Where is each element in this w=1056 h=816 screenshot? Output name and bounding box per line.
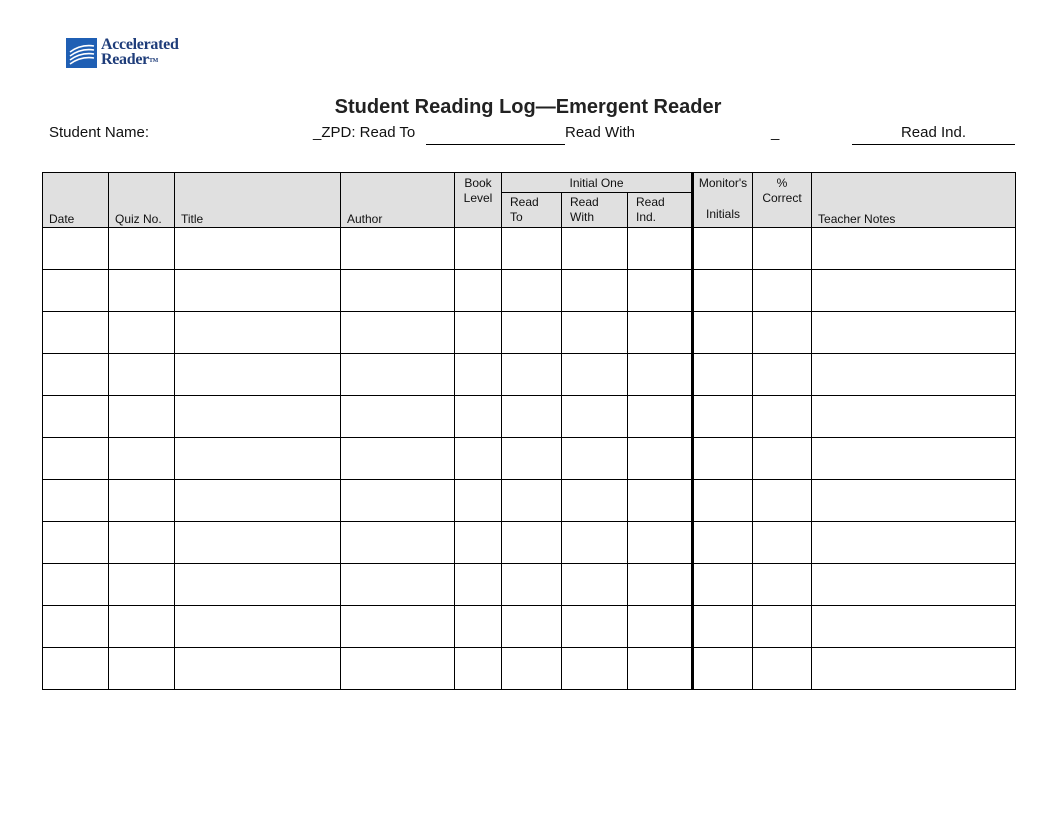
cell-monitors-initials[interactable] [693,312,753,354]
cell-title[interactable] [175,396,341,438]
cell-read-ind[interactable] [628,312,693,354]
cell-monitors-initials[interactable] [693,522,753,564]
cell-date[interactable] [43,606,109,648]
cell-read-with[interactable] [562,270,628,312]
header-correct-line-1: % [776,176,788,190]
cell-read-with[interactable] [562,312,628,354]
table-row [43,312,1016,354]
header-title: Title [175,173,341,228]
cell-date[interactable] [43,312,109,354]
cell-teacher-notes[interactable] [812,648,1016,690]
cell-monitors-initials[interactable] [693,438,753,480]
cell-percent-correct[interactable] [753,396,812,438]
logo-line-2-text: Reader [101,51,149,68]
cell-monitors-initials[interactable] [693,396,753,438]
read-ind-label: Read Ind. [900,124,967,141]
cell-read-to[interactable] [502,564,562,606]
cell-percent-correct[interactable] [753,438,812,480]
cell-title[interactable] [175,270,341,312]
cell-teacher-notes[interactable] [812,522,1016,564]
cell-title[interactable] [175,228,341,270]
header-date: Date [43,173,109,228]
cell-book-level[interactable] [455,396,502,438]
cell-teacher-notes[interactable] [812,606,1016,648]
cell-quiz-no[interactable] [109,270,175,312]
header-monitors-line-1: Monitor's [698,176,748,190]
cell-read-to[interactable] [502,606,562,648]
cell-author[interactable] [341,480,455,522]
cell-date[interactable] [43,564,109,606]
cell-title[interactable] [175,564,341,606]
cell-quiz-no[interactable] [109,438,175,480]
cell-read-ind[interactable] [628,522,693,564]
cell-read-to[interactable] [502,270,562,312]
cell-date[interactable] [43,648,109,690]
cell-percent-correct[interactable] [753,564,812,606]
cell-percent-correct[interactable] [753,480,812,522]
cell-author[interactable] [341,648,455,690]
logo-line-1: Accelerated [101,36,179,53]
cell-read-ind[interactable] [628,354,693,396]
cell-author[interactable] [341,606,455,648]
cell-book-level[interactable] [455,648,502,690]
cell-teacher-notes[interactable] [812,312,1016,354]
table-row [43,228,1016,270]
cell-quiz-no[interactable] [109,228,175,270]
header-read-ind-line-1: Read [636,195,665,209]
header-monitors-line-2: Initials [706,207,741,221]
zpd-read-to-label: _ZPD: Read To [313,124,416,141]
cell-read-with[interactable] [562,438,628,480]
cell-book-level[interactable] [455,522,502,564]
cell-book-level[interactable] [455,312,502,354]
table-row [43,522,1016,564]
cell-date[interactable] [43,228,109,270]
header-book-level-line-1: Book [464,176,492,190]
cell-book-level[interactable] [455,564,502,606]
cell-read-ind[interactable] [628,270,693,312]
cell-read-with[interactable] [562,354,628,396]
read-to-underline[interactable] [426,144,565,145]
cell-date[interactable] [43,522,109,564]
header-read-with [562,193,628,228]
accelerated-reader-logo [66,37,196,69]
cell-quiz-no[interactable] [109,312,175,354]
cell-quiz-no[interactable] [109,648,175,690]
table-row [43,564,1016,606]
cell-teacher-notes[interactable] [812,480,1016,522]
header-read-ind-line-2: Ind. [636,210,657,224]
cell-author[interactable] [341,312,455,354]
header-read-to-line-2: To [510,210,523,224]
header-initial-one: Initial One [502,173,693,193]
cell-monitors-initials[interactable] [693,228,753,270]
table-row [43,270,1016,312]
cell-date[interactable] [43,438,109,480]
header-read-ind [628,193,693,228]
cell-date[interactable] [43,396,109,438]
cell-read-to[interactable] [502,522,562,564]
cell-book-level[interactable] [455,480,502,522]
table-row [43,438,1016,480]
cell-quiz-no[interactable] [109,564,175,606]
cell-title[interactable] [175,312,341,354]
cell-teacher-notes[interactable] [812,354,1016,396]
read-ind-underline[interactable] [852,144,1015,145]
cell-teacher-notes[interactable] [812,564,1016,606]
cell-read-to[interactable] [502,228,562,270]
cell-teacher-notes[interactable] [812,438,1016,480]
cell-read-to[interactable] [502,396,562,438]
cell-read-with[interactable] [562,648,628,690]
cell-monitors-initials[interactable] [693,480,753,522]
cell-read-ind[interactable] [628,606,693,648]
header-book-level [455,173,502,228]
cell-book-level[interactable] [455,228,502,270]
header-read-with-line-2: With [570,210,594,224]
cell-quiz-no[interactable] [109,396,175,438]
cell-date[interactable] [43,480,109,522]
cell-title[interactable] [175,480,341,522]
header-teacher-notes: Teacher Notes [812,173,1016,228]
cell-read-ind[interactable] [628,396,693,438]
cell-book-level[interactable] [455,606,502,648]
cell-author[interactable] [341,228,455,270]
cell-percent-correct[interactable] [753,522,812,564]
cell-book-level[interactable] [455,438,502,480]
table-row [43,396,1016,438]
cell-teacher-notes[interactable] [812,228,1016,270]
cell-book-level[interactable] [455,270,502,312]
cell-quiz-no[interactable] [109,480,175,522]
cell-read-ind[interactable] [628,648,693,690]
header-read-with-line-1: Read [570,195,599,209]
cell-teacher-notes[interactable] [812,270,1016,312]
cell-author[interactable] [341,354,455,396]
cell-read-to[interactable] [502,354,562,396]
cell-monitors-initials[interactable] [693,354,753,396]
cell-read-with[interactable] [562,564,628,606]
cell-read-with[interactable] [562,606,628,648]
cell-book-level[interactable] [455,354,502,396]
reading-log-body [43,228,1016,690]
cell-title[interactable] [175,438,341,480]
cell-percent-correct[interactable] [753,354,812,396]
cell-author[interactable] [341,270,455,312]
cell-read-ind[interactable] [628,438,693,480]
logo-wordmark [101,37,179,67]
cell-quiz-no[interactable] [109,522,175,564]
cell-author[interactable] [341,438,455,480]
cell-author[interactable] [341,396,455,438]
header-quiz-no: Quiz No. [109,173,175,228]
cell-read-with[interactable] [562,228,628,270]
cell-date[interactable] [43,270,109,312]
cell-title[interactable] [175,522,341,564]
book-logo-icon [66,38,97,68]
logo-line-2 [101,52,179,67]
logo-trademark: TM [148,58,159,64]
cell-title[interactable] [175,606,341,648]
header-author: Author [341,173,455,228]
cell-read-ind[interactable] [628,564,693,606]
table-row [43,606,1016,648]
student-info-fields [0,124,1056,146]
cell-read-to[interactable] [502,312,562,354]
cell-read-to[interactable] [502,480,562,522]
cell-read-with[interactable] [562,396,628,438]
cell-author[interactable] [341,522,455,564]
cell-monitors-initials[interactable] [693,606,753,648]
cell-percent-correct[interactable] [753,270,812,312]
cell-percent-correct[interactable] [753,606,812,648]
cell-read-to[interactable] [502,648,562,690]
table-row [43,480,1016,522]
header-read-to [502,193,562,228]
header-correct-line-2: Correct [762,191,802,205]
cell-read-to[interactable] [502,438,562,480]
cell-read-ind[interactable] [628,228,693,270]
cell-quiz-no[interactable] [109,354,175,396]
cell-quiz-no[interactable] [109,606,175,648]
reading-log-table [42,172,1016,690]
header-percent-correct [753,173,812,228]
cell-teacher-notes[interactable] [812,396,1016,438]
cell-date[interactable] [43,354,109,396]
dash-mark: _ [771,124,780,141]
table-row [43,354,1016,396]
table-row [43,648,1016,690]
cell-percent-correct[interactable] [753,312,812,354]
cell-percent-correct[interactable] [753,648,812,690]
cell-read-ind[interactable] [628,480,693,522]
page-title: Student Reading Log—Emergent Reader [334,96,722,118]
cell-percent-correct[interactable] [753,228,812,270]
cell-author[interactable] [341,564,455,606]
cell-title[interactable] [175,354,341,396]
cell-title[interactable] [175,648,341,690]
header-monitors-initials [693,173,753,228]
cell-read-with[interactable] [562,480,628,522]
read-with-label: Read With [565,124,636,141]
cell-monitors-initials[interactable] [693,270,753,312]
header-book-level-line-2: Level [463,191,493,205]
cell-monitors-initials[interactable] [693,648,753,690]
cell-monitors-initials[interactable] [693,564,753,606]
header-read-to-line-1: Read [510,195,539,209]
cell-read-with[interactable] [562,522,628,564]
student-name-label: Student Name: [49,124,150,141]
